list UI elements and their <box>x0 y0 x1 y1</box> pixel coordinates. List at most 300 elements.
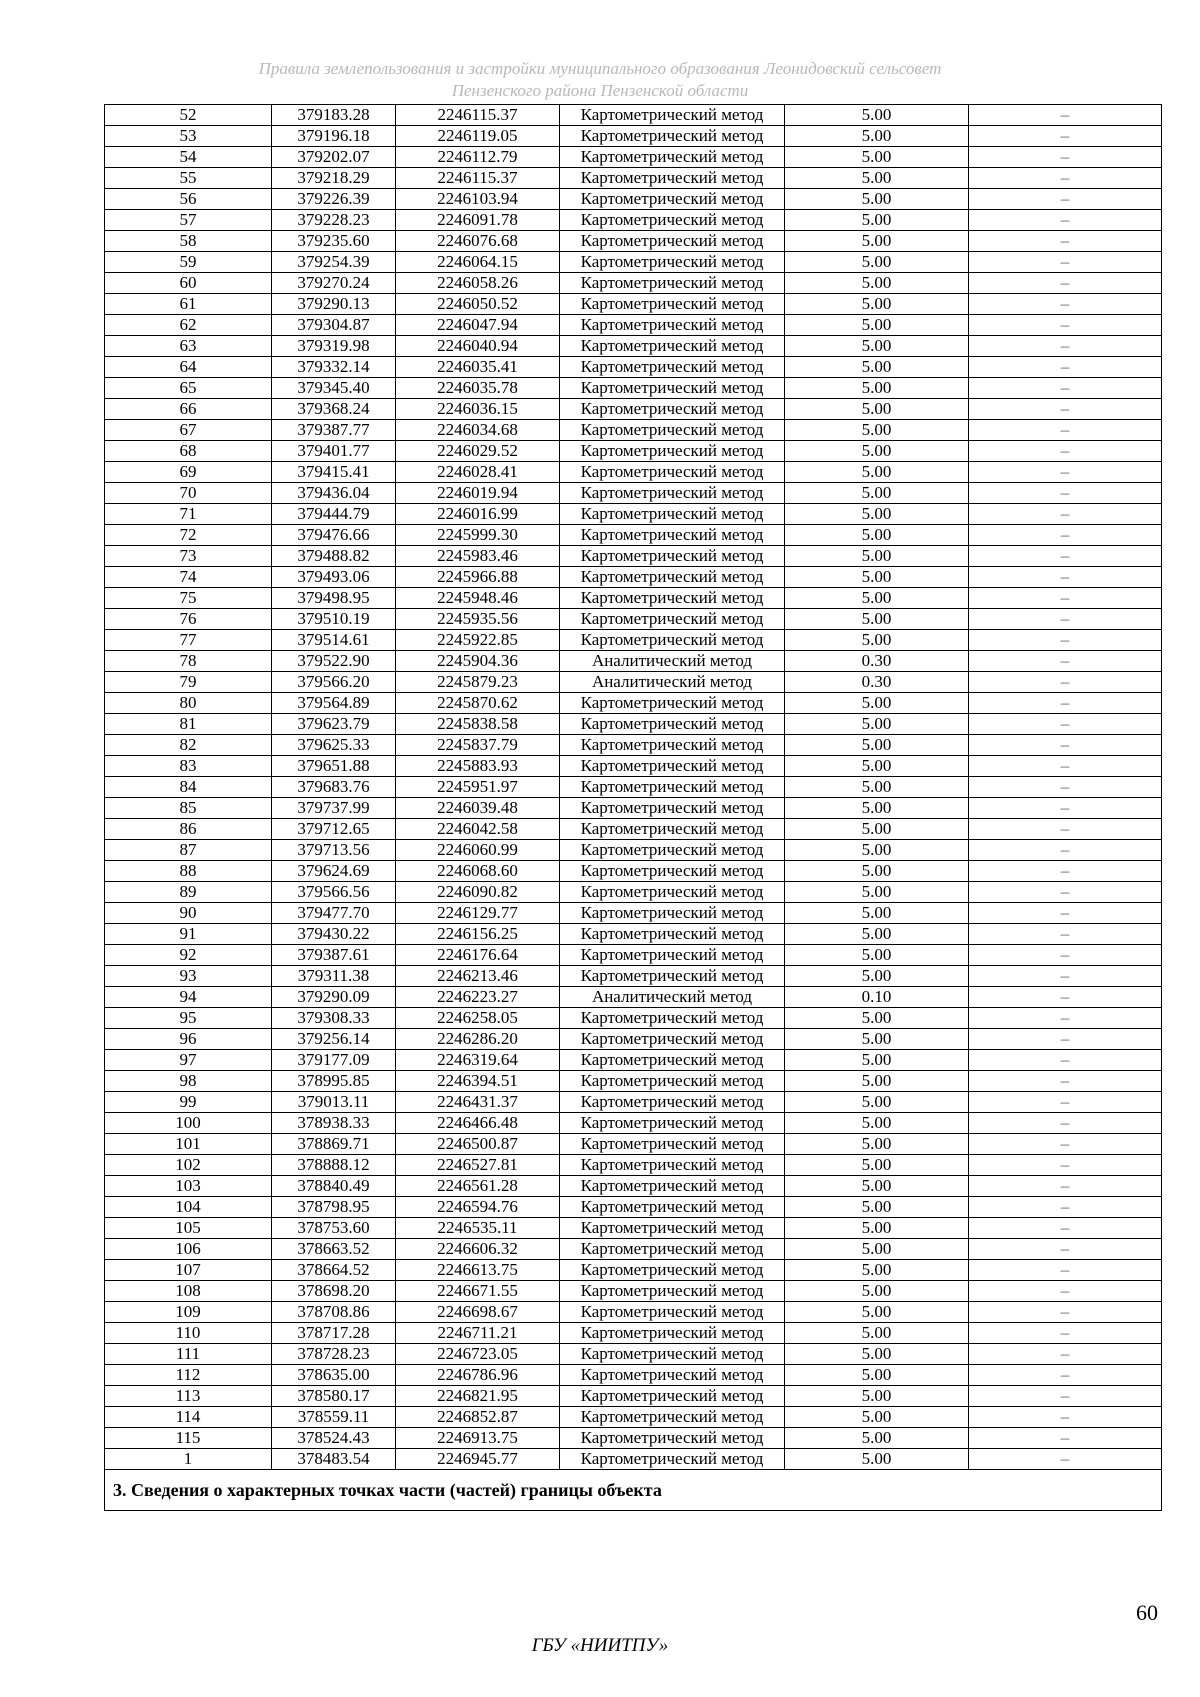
section-title: 3. Сведения о характерных точках части (частей) границы объекта <box>105 1470 1162 1511</box>
cell-point-number: 60 <box>105 273 272 294</box>
cell-coord-x: 379651.88 <box>272 756 396 777</box>
cell-point-number: 73 <box>105 546 272 567</box>
cell-point-number: 89 <box>105 882 272 903</box>
cell-coord-y: 2246090.82 <box>396 882 560 903</box>
cell-method: Картометрический метод <box>560 189 785 210</box>
table-body <box>105 105 1162 1470</box>
cell-method: Картометрический метод <box>560 1323 785 1344</box>
cell-description: – <box>969 210 1162 231</box>
cell-coord-y: 2246060.99 <box>396 840 560 861</box>
cell-description: – <box>969 1449 1162 1470</box>
cell-point-number: 104 <box>105 1197 272 1218</box>
cell-description: – <box>969 882 1162 903</box>
table-row <box>105 420 1162 441</box>
cell-accuracy: 5.00 <box>785 420 969 441</box>
cell-accuracy: 5.00 <box>785 1071 969 1092</box>
cell-point-number: 75 <box>105 588 272 609</box>
cell-method: Картометрический метод <box>560 819 785 840</box>
cell-description: – <box>969 714 1162 735</box>
table-row <box>105 1323 1162 1344</box>
cell-description: – <box>969 441 1162 462</box>
table-row <box>105 1071 1162 1092</box>
cell-coord-x: 379625.33 <box>272 735 396 756</box>
cell-coord-x: 378995.85 <box>272 1071 396 1092</box>
cell-description: – <box>969 147 1162 168</box>
table-row <box>105 630 1162 651</box>
cell-coord-y: 2246613.75 <box>396 1260 560 1281</box>
cell-coord-y: 2246115.37 <box>396 105 560 126</box>
cell-coord-x: 378869.71 <box>272 1134 396 1155</box>
cell-description: – <box>969 378 1162 399</box>
cell-description: – <box>969 651 1162 672</box>
cell-coord-x: 379522.90 <box>272 651 396 672</box>
cell-point-number: 94 <box>105 987 272 1008</box>
cell-description: – <box>969 1407 1162 1428</box>
cell-point-number: 59 <box>105 252 272 273</box>
cell-accuracy: 5.00 <box>785 336 969 357</box>
cell-coord-x: 379218.29 <box>272 168 396 189</box>
cell-method: Картометрический метод <box>560 1281 785 1302</box>
cell-coord-y: 2246711.21 <box>396 1323 560 1344</box>
table-row <box>105 462 1162 483</box>
cell-coord-y: 2246042.58 <box>396 819 560 840</box>
cell-accuracy: 5.00 <box>785 735 969 756</box>
cell-point-number: 71 <box>105 504 272 525</box>
cell-description: – <box>969 756 1162 777</box>
cell-description: – <box>969 546 1162 567</box>
cell-method: Картометрический метод <box>560 441 785 462</box>
table-row <box>105 1428 1162 1449</box>
cell-coord-y: 2246035.41 <box>396 357 560 378</box>
cell-accuracy: 0.30 <box>785 651 969 672</box>
cell-coord-x: 378798.95 <box>272 1197 396 1218</box>
cell-point-number: 114 <box>105 1407 272 1428</box>
table-row <box>105 525 1162 546</box>
cell-method: Картометрический метод <box>560 168 785 189</box>
cell-description: – <box>969 126 1162 147</box>
cell-method: Картометрический метод <box>560 1071 785 1092</box>
cell-point-number: 85 <box>105 798 272 819</box>
cell-coord-x: 378559.11 <box>272 1407 396 1428</box>
cell-coord-y: 2246913.75 <box>396 1428 560 1449</box>
cell-coord-y: 2246945.77 <box>396 1449 560 1470</box>
cell-description: – <box>969 987 1162 1008</box>
cell-point-number: 1 <box>105 1449 272 1470</box>
cell-description: – <box>969 966 1162 987</box>
cell-method: Аналитический метод <box>560 672 785 693</box>
cell-method: Картометрический метод <box>560 1008 785 1029</box>
cell-coord-x: 378580.17 <box>272 1386 396 1407</box>
cell-coord-x: 379228.23 <box>272 210 396 231</box>
cell-coord-x: 379498.95 <box>272 588 396 609</box>
cell-coord-y: 2246028.41 <box>396 462 560 483</box>
cell-method: Картометрический метод <box>560 630 785 651</box>
cell-method: Картометрический метод <box>560 798 785 819</box>
cell-point-number: 109 <box>105 1302 272 1323</box>
cell-accuracy: 5.00 <box>785 777 969 798</box>
cell-description: – <box>969 420 1162 441</box>
cell-accuracy: 5.00 <box>785 1260 969 1281</box>
cell-point-number: 57 <box>105 210 272 231</box>
cell-coord-y: 2246064.15 <box>396 252 560 273</box>
cell-point-number: 65 <box>105 378 272 399</box>
cell-accuracy: 5.00 <box>785 1113 969 1134</box>
cell-coord-x: 378483.54 <box>272 1449 396 1470</box>
cell-accuracy: 5.00 <box>785 693 969 714</box>
cell-coord-x: 379566.20 <box>272 672 396 693</box>
cell-method: Картометрический метод <box>560 714 785 735</box>
cell-method: Картометрический метод <box>560 1344 785 1365</box>
table-row <box>105 651 1162 672</box>
cell-coord-y: 2246034.68 <box>396 420 560 441</box>
cell-description: – <box>969 567 1162 588</box>
cell-coord-y: 2246050.52 <box>396 294 560 315</box>
cell-method: Картометрический метод <box>560 1029 785 1050</box>
cell-coord-y: 2246068.60 <box>396 861 560 882</box>
cell-method: Картометрический метод <box>560 693 785 714</box>
cell-coord-y: 2246431.37 <box>396 1092 560 1113</box>
cell-coord-x: 378888.12 <box>272 1155 396 1176</box>
cell-description: – <box>969 357 1162 378</box>
table-row <box>105 1281 1162 1302</box>
cell-point-number: 96 <box>105 1029 272 1050</box>
cell-coord-x: 378635.00 <box>272 1365 396 1386</box>
cell-method: Картометрический метод <box>560 1092 785 1113</box>
cell-method: Картометрический метод <box>560 609 785 630</box>
cell-description: – <box>969 168 1162 189</box>
cell-method: Картометрический метод <box>560 378 785 399</box>
cell-coord-x: 379235.60 <box>272 231 396 252</box>
cell-method: Картометрический метод <box>560 945 785 966</box>
cell-accuracy: 5.00 <box>785 1281 969 1302</box>
cell-accuracy: 5.00 <box>785 609 969 630</box>
table-row <box>105 1113 1162 1134</box>
cell-coord-x: 379308.33 <box>272 1008 396 1029</box>
cell-description: – <box>969 630 1162 651</box>
cell-description: – <box>969 336 1162 357</box>
table-row <box>105 315 1162 336</box>
cell-accuracy: 5.00 <box>785 798 969 819</box>
cell-coord-x: 379712.65 <box>272 819 396 840</box>
table-row <box>105 1344 1162 1365</box>
cell-coord-x: 379290.09 <box>272 987 396 1008</box>
table-row <box>105 924 1162 945</box>
table-row <box>105 441 1162 462</box>
cell-point-number: 66 <box>105 399 272 420</box>
cell-description: – <box>969 252 1162 273</box>
table-row <box>105 189 1162 210</box>
cell-accuracy: 5.00 <box>785 1323 969 1344</box>
table-row <box>105 1134 1162 1155</box>
cell-coord-y: 2246527.81 <box>396 1155 560 1176</box>
table-row <box>105 168 1162 189</box>
cell-coord-x: 379319.98 <box>272 336 396 357</box>
table-row <box>105 945 1162 966</box>
cell-accuracy: 5.00 <box>785 210 969 231</box>
cell-description: – <box>969 273 1162 294</box>
cell-coord-y: 2246047.94 <box>396 315 560 336</box>
cell-point-number: 93 <box>105 966 272 987</box>
cell-description: – <box>969 1428 1162 1449</box>
cell-coord-x: 379624.69 <box>272 861 396 882</box>
cell-description: – <box>969 1344 1162 1365</box>
table-row <box>105 819 1162 840</box>
cell-method: Картометрический метод <box>560 966 785 987</box>
cell-point-number: 102 <box>105 1155 272 1176</box>
cell-coord-y: 2246016.99 <box>396 504 560 525</box>
cell-accuracy: 5.00 <box>785 1302 969 1323</box>
cell-description: – <box>969 1260 1162 1281</box>
cell-accuracy: 5.00 <box>785 840 969 861</box>
cell-accuracy: 5.00 <box>785 1365 969 1386</box>
cell-coord-x: 378938.33 <box>272 1113 396 1134</box>
cell-method: Картометрический метод <box>560 840 785 861</box>
coordinates-table <box>104 104 1162 1511</box>
cell-point-number: 90 <box>105 903 272 924</box>
cell-accuracy: 5.00 <box>785 567 969 588</box>
cell-point-number: 115 <box>105 1428 272 1449</box>
cell-point-number: 105 <box>105 1218 272 1239</box>
cell-coord-x: 379270.24 <box>272 273 396 294</box>
cell-method: Аналитический метод <box>560 987 785 1008</box>
cell-coord-x: 379387.77 <box>272 420 396 441</box>
cell-accuracy: 5.00 <box>785 546 969 567</box>
table-row <box>105 672 1162 693</box>
cell-method: Картометрический метод <box>560 504 785 525</box>
cell-description: – <box>969 735 1162 756</box>
cell-coord-x: 379623.79 <box>272 714 396 735</box>
cell-method: Картометрический метод <box>560 546 785 567</box>
cell-coord-y: 2246129.77 <box>396 903 560 924</box>
cell-coord-y: 2246594.76 <box>396 1197 560 1218</box>
section-row <box>105 1470 1162 1511</box>
table-row <box>105 693 1162 714</box>
cell-description: – <box>969 1092 1162 1113</box>
cell-accuracy: 5.00 <box>785 147 969 168</box>
cell-accuracy: 5.00 <box>785 966 969 987</box>
cell-method: Картометрический метод <box>560 1260 785 1281</box>
cell-point-number: 63 <box>105 336 272 357</box>
cell-coord-y: 2246258.05 <box>396 1008 560 1029</box>
table-row <box>105 294 1162 315</box>
cell-method: Картометрический метод <box>560 126 785 147</box>
cell-accuracy: 5.00 <box>785 1092 969 1113</box>
cell-description: – <box>969 819 1162 840</box>
cell-method: Картометрический метод <box>560 1365 785 1386</box>
cell-method: Картометрический метод <box>560 1050 785 1071</box>
cell-coord-y: 2246394.51 <box>396 1071 560 1092</box>
table-row <box>105 756 1162 777</box>
cell-method: Картометрический метод <box>560 336 785 357</box>
cell-method: Картометрический метод <box>560 861 785 882</box>
cell-description: – <box>969 777 1162 798</box>
cell-coord-x: 378717.28 <box>272 1323 396 1344</box>
cell-method: Картометрический метод <box>560 756 785 777</box>
cell-point-number: 68 <box>105 441 272 462</box>
cell-accuracy: 5.00 <box>785 1239 969 1260</box>
table-row <box>105 1050 1162 1071</box>
cell-description: – <box>969 504 1162 525</box>
cell-coord-y: 2245948.46 <box>396 588 560 609</box>
cell-accuracy: 5.00 <box>785 1218 969 1239</box>
cell-accuracy: 5.00 <box>785 861 969 882</box>
cell-coord-x: 378663.52 <box>272 1239 396 1260</box>
cell-coord-y: 2246040.94 <box>396 336 560 357</box>
header-line-1: Правила землепользования и застройки муниципального образования Леонидовский сельсовет <box>258 59 942 78</box>
cell-point-number: 110 <box>105 1323 272 1344</box>
cell-accuracy: 5.00 <box>785 441 969 462</box>
cell-coord-x: 379713.56 <box>272 840 396 861</box>
cell-description: – <box>969 1365 1162 1386</box>
cell-coord-x: 379488.82 <box>272 546 396 567</box>
cell-accuracy: 5.00 <box>785 462 969 483</box>
coordinates-table-wrapper <box>104 104 1161 1511</box>
cell-method: Картометрический метод <box>560 567 785 588</box>
table-row <box>105 777 1162 798</box>
cell-description: – <box>969 1239 1162 1260</box>
cell-description: – <box>969 798 1162 819</box>
cell-coord-y: 2245999.30 <box>396 525 560 546</box>
table-row <box>105 882 1162 903</box>
cell-point-number: 56 <box>105 189 272 210</box>
cell-accuracy: 5.00 <box>785 1197 969 1218</box>
cell-accuracy: 5.00 <box>785 924 969 945</box>
cell-coord-x: 378524.43 <box>272 1428 396 1449</box>
table-row <box>105 840 1162 861</box>
cell-point-number: 72 <box>105 525 272 546</box>
cell-point-number: 98 <box>105 1071 272 1092</box>
cell-accuracy: 5.00 <box>785 1008 969 1029</box>
cell-method: Аналитический метод <box>560 651 785 672</box>
cell-accuracy: 5.00 <box>785 1176 969 1197</box>
cell-coord-y: 2246058.26 <box>396 273 560 294</box>
cell-accuracy: 5.00 <box>785 168 969 189</box>
table-row <box>105 735 1162 756</box>
table-row <box>105 1008 1162 1029</box>
table-row <box>105 1218 1162 1239</box>
cell-coord-x: 379493.06 <box>272 567 396 588</box>
cell-coord-x: 379415.41 <box>272 462 396 483</box>
table-row <box>105 609 1162 630</box>
table-row <box>105 1407 1162 1428</box>
cell-point-number: 99 <box>105 1092 272 1113</box>
cell-point-number: 81 <box>105 714 272 735</box>
cell-method: Картометрический метод <box>560 294 785 315</box>
cell-coord-y: 2246535.11 <box>396 1218 560 1239</box>
table-row <box>105 546 1162 567</box>
cell-description: – <box>969 840 1162 861</box>
header-line-2: Пензенского района Пензенской области <box>451 81 749 100</box>
cell-coord-y: 2246786.96 <box>396 1365 560 1386</box>
cell-point-number: 70 <box>105 483 272 504</box>
cell-coord-y: 2245870.62 <box>396 693 560 714</box>
cell-description: – <box>969 1050 1162 1071</box>
cell-coord-x: 379737.99 <box>272 798 396 819</box>
cell-point-number: 83 <box>105 756 272 777</box>
cell-accuracy: 5.00 <box>785 126 969 147</box>
cell-coord-y: 2246115.37 <box>396 168 560 189</box>
cell-coord-x: 379401.77 <box>272 441 396 462</box>
cell-description: – <box>969 903 1162 924</box>
cell-method: Картометрический метод <box>560 924 785 945</box>
cell-coord-y: 2246039.48 <box>396 798 560 819</box>
table-row <box>105 273 1162 294</box>
cell-coord-y: 2245935.56 <box>396 609 560 630</box>
cell-method: Картометрический метод <box>560 462 785 483</box>
cell-point-number: 74 <box>105 567 272 588</box>
cell-accuracy: 5.00 <box>785 630 969 651</box>
cell-method: Картометрический метод <box>560 1407 785 1428</box>
cell-accuracy: 5.00 <box>785 189 969 210</box>
table-row <box>105 252 1162 273</box>
cell-point-number: 64 <box>105 357 272 378</box>
table-row <box>105 966 1162 987</box>
table-row <box>105 861 1162 882</box>
cell-coord-y: 2246319.64 <box>396 1050 560 1071</box>
cell-accuracy: 5.00 <box>785 252 969 273</box>
cell-method: Картометрический метод <box>560 483 785 504</box>
table-row <box>105 903 1162 924</box>
cell-description: – <box>969 693 1162 714</box>
cell-point-number: 55 <box>105 168 272 189</box>
cell-coord-x: 379476.66 <box>272 525 396 546</box>
cell-method: Картометрический метод <box>560 588 785 609</box>
table-row <box>105 231 1162 252</box>
cell-description: – <box>969 294 1162 315</box>
cell-accuracy: 5.00 <box>785 903 969 924</box>
table-row <box>105 1239 1162 1260</box>
table-row <box>105 126 1162 147</box>
cell-accuracy: 5.00 <box>785 378 969 399</box>
cell-point-number: 92 <box>105 945 272 966</box>
cell-point-number: 77 <box>105 630 272 651</box>
cell-point-number: 76 <box>105 609 272 630</box>
cell-coord-x: 379290.13 <box>272 294 396 315</box>
table-row <box>105 504 1162 525</box>
cell-method: Картометрический метод <box>560 315 785 336</box>
cell-accuracy: 5.00 <box>785 1134 969 1155</box>
cell-coord-x: 379254.39 <box>272 252 396 273</box>
cell-coord-y: 2246119.05 <box>396 126 560 147</box>
cell-description: – <box>969 1176 1162 1197</box>
cell-point-number: 87 <box>105 840 272 861</box>
cell-coord-y: 2246156.25 <box>396 924 560 945</box>
cell-coord-x: 379256.14 <box>272 1029 396 1050</box>
table-row <box>105 378 1162 399</box>
cell-description: – <box>969 1218 1162 1239</box>
cell-coord-y: 2246500.87 <box>396 1134 560 1155</box>
table-row <box>105 357 1162 378</box>
cell-coord-x: 379477.70 <box>272 903 396 924</box>
cell-point-number: 67 <box>105 420 272 441</box>
table-row <box>105 1029 1162 1050</box>
cell-coord-y: 2246036.15 <box>396 399 560 420</box>
cell-accuracy: 5.00 <box>785 294 969 315</box>
cell-coord-x: 378728.23 <box>272 1344 396 1365</box>
cell-coord-x: 379202.07 <box>272 147 396 168</box>
cell-point-number: 112 <box>105 1365 272 1386</box>
cell-coord-y: 2246029.52 <box>396 441 560 462</box>
cell-point-number: 111 <box>105 1344 272 1365</box>
cell-coord-y: 2246852.87 <box>396 1407 560 1428</box>
cell-accuracy: 0.30 <box>785 672 969 693</box>
table-row <box>105 588 1162 609</box>
cell-description: – <box>969 1281 1162 1302</box>
cell-point-number: 54 <box>105 147 272 168</box>
cell-coord-y: 2245983.46 <box>396 546 560 567</box>
cell-description: – <box>969 315 1162 336</box>
cell-coord-y: 2245879.23 <box>396 672 560 693</box>
